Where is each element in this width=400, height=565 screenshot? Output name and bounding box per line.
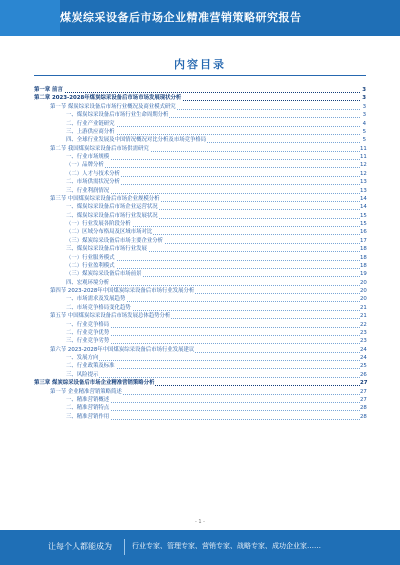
- toc-entry-title: 一、煤炭综采设备后市场行业生命周期分析: [66, 112, 169, 119]
- toc-entry-title: 第一节 煤炭综采设备后市场行业概况及商业模式研究: [50, 103, 176, 110]
- toc-entry-page: 20: [360, 288, 367, 294]
- report-title: 煤炭综采设备后市场企业精准营销策略研究报告: [60, 11, 302, 24]
- toc-entry-title: 第二节 我国煤炭综采设备后市场供需研究: [50, 145, 149, 152]
- footer-tagline: 行业专家、管理专家、营销专家、战略专家、成功企业家……: [132, 542, 321, 550]
- toc-entry-page: 16: [360, 229, 367, 236]
- toc-entry[interactable]: [34, 337, 366, 345]
- toc-heading: 内容目录: [174, 58, 226, 71]
- toc-entry[interactable]: [34, 413, 366, 421]
- toc-entry-page: 18: [360, 262, 367, 269]
- toc-entry-title: 二、煤炭综采设备后市场行业发展状况: [66, 212, 158, 219]
- toc-entry-title: 二、精准营销特点: [66, 405, 110, 412]
- toc-leader-dots: [66, 359, 360, 361]
- toc-entry[interactable]: [34, 170, 366, 178]
- toc-entry-page: 3: [360, 111, 366, 119]
- toc-entry-page: 24: [360, 355, 367, 361]
- toc-leader-dots: [34, 91, 360, 93]
- toc-entry-page: 18: [360, 246, 367, 253]
- toc-entry[interactable]: [34, 388, 366, 396]
- toc-entry[interactable]: [34, 321, 366, 329]
- toc-entry[interactable]: [34, 195, 366, 203]
- toc-entry-page: 27: [360, 396, 367, 403]
- toc-entry-title: 二、行业政策及标准: [66, 363, 115, 370]
- toc-entry[interactable]: [34, 94, 366, 102]
- toc-entry-title: （三）煤炭综采设备后市场前景: [66, 271, 142, 278]
- toc-entry-page: 19: [360, 271, 367, 278]
- toc-entry-page: 21: [360, 313, 367, 320]
- toc-entry[interactable]: [34, 220, 366, 228]
- toc-entry-title: 第三章 煤炭综采设备后市场企业精准营销策略分析: [34, 380, 155, 387]
- toc-entry-title: 四、全球行业发展及中国情况概况对比分析及市场竞争格局: [66, 137, 207, 144]
- toc-entry-page: 3: [360, 86, 366, 94]
- toc-entry[interactable]: [34, 354, 366, 362]
- toc-entry-title: 三、上游供应商分析: [66, 128, 115, 135]
- toc-entry[interactable]: [34, 379, 366, 387]
- toc-entry[interactable]: [34, 161, 366, 169]
- toc-entry[interactable]: [34, 136, 366, 144]
- toc-entry-page: 18: [360, 254, 367, 261]
- toc-entry-title: 三、行业竞争劣势: [66, 338, 110, 345]
- footer-separator: [124, 539, 125, 555]
- toc-entry[interactable]: [34, 270, 366, 278]
- toc-entry[interactable]: [34, 295, 366, 303]
- toc-entry-title: 一、发展方向: [66, 355, 99, 361]
- toc-entry-page: 12: [360, 162, 367, 169]
- toc-entry[interactable]: [34, 103, 366, 111]
- toc-entry-page: 14: [360, 204, 367, 211]
- toc-entry-page: 25: [360, 363, 367, 370]
- toc-entry-title: 二、市场竞争格局变化趋势: [66, 304, 131, 311]
- toc-entry[interactable]: [34, 245, 366, 253]
- toc-entry[interactable]: [34, 371, 366, 379]
- toc-entry-page: 27: [360, 380, 368, 387]
- toc-entry-title: （一）行业服务模式: [66, 254, 115, 261]
- toc-entry-page: 23: [360, 338, 367, 345]
- toc-entry-title: 第六节 2023-2028年中国煤炭综采设备后市场行业发展建议: [50, 346, 195, 353]
- toc-entry[interactable]: [34, 212, 366, 220]
- table-of-contents: [34, 86, 366, 421]
- toc-entry[interactable]: [34, 287, 366, 295]
- header-stripe: [0, 0, 60, 36]
- toc-entry[interactable]: [34, 329, 366, 337]
- toc-entry-page: 11: [360, 154, 367, 160]
- toc-entry-page: 27: [360, 388, 367, 395]
- toc-entry-page: 3: [360, 94, 366, 102]
- toc-entry-page: 24: [360, 346, 367, 353]
- toc-entry-page: 15: [360, 212, 367, 219]
- toc-entry[interactable]: [34, 404, 366, 412]
- toc-entry-page: 28: [360, 405, 367, 412]
- toc-entry-title: 四、宏观环境分析: [66, 279, 110, 286]
- toc-entry-page: 5: [360, 128, 366, 136]
- toc-entry-title: 第三节 中国煤炭综采设备后市场企业规模分析: [50, 195, 160, 202]
- toc-entry-page: 17: [360, 237, 367, 244]
- toc-entry-title: 一、煤炭综采设备后市场企业运营状况: [66, 204, 158, 211]
- toc-entry-page: 26: [360, 371, 367, 378]
- toc-entry-page: 14: [360, 195, 367, 202]
- toc-entry-title: 一、行业竞争格局: [66, 321, 110, 328]
- toc-entry[interactable]: [34, 228, 366, 236]
- toc-entry-title: 三、风险提示: [66, 371, 99, 378]
- toc-entry-title: （二）行业盈利模式: [66, 262, 115, 269]
- toc-entry-page: 15: [360, 221, 367, 227]
- toc-entry[interactable]: [34, 346, 366, 354]
- toc-entry-page: 20: [360, 296, 367, 303]
- toc-entry-page: 21: [360, 304, 367, 311]
- toc-entry[interactable]: [34, 312, 366, 320]
- toc-entry[interactable]: [34, 111, 366, 119]
- toc-entry-title: 第四节 2023-2028年中国煤炭综采设备后市场行业发展分析: [50, 288, 195, 294]
- toc-entry-page: 28: [360, 413, 367, 420]
- toc-entry-title: 一、市场需求及发展趋势: [66, 296, 126, 303]
- toc-entry-title: 三、行业利润情况: [66, 187, 110, 194]
- toc-entry-page: 13: [360, 179, 367, 186]
- toc-entry[interactable]: [34, 128, 366, 136]
- toc-entry-page: 23: [360, 329, 367, 336]
- toc-entry-title: 二、行业产业链研究: [66, 120, 115, 127]
- toc-entry-page: 20: [360, 279, 367, 286]
- toc-entry-title: 第五节 中国煤炭综采设备后市场发展总体趋势分析: [50, 313, 171, 320]
- toc-entry[interactable]: [34, 86, 366, 94]
- toc-entry[interactable]: [34, 120, 366, 128]
- toc-entry-page: 5: [360, 136, 366, 144]
- toc-entry-page: 11: [360, 145, 367, 152]
- toc-entry[interactable]: [34, 304, 366, 312]
- toc-entry-page: 13: [360, 187, 367, 194]
- footer-slogan: 让每个人都能成为: [48, 542, 112, 551]
- toc-entry[interactable]: [34, 187, 366, 195]
- page-number: - 1 -: [195, 519, 205, 525]
- toc-entry[interactable]: [34, 396, 366, 404]
- toc-divider: [34, 75, 366, 76]
- toc-entry-page: 4: [360, 120, 366, 128]
- toc-entry-page: 3: [360, 103, 366, 111]
- toc-leader-dots: [66, 166, 360, 168]
- toc-entry-title: 二、市场供需状况分析: [66, 179, 120, 186]
- toc-entry-title: （三）煤炭综采设备后市场主要企业分析: [66, 237, 164, 244]
- toc-entry-title: 一、精准营销概述: [66, 396, 110, 403]
- toc-entry-title: 二、行业竞争优势: [66, 329, 110, 336]
- toc-entry-title: （二）区域分布格局及区域市场对比: [66, 229, 153, 236]
- toc-entry[interactable]: [34, 145, 366, 153]
- toc-entry-title: 第一章 前言: [34, 87, 63, 93]
- toc-entry[interactable]: [34, 178, 366, 186]
- toc-entry-title: 三、精准营销作用: [66, 413, 110, 420]
- toc-entry[interactable]: [34, 279, 366, 287]
- toc-entry-title: （二）人才与技术分析: [66, 170, 120, 177]
- toc-entry-title: 一、行业市场规模: [66, 154, 110, 160]
- toc-entry[interactable]: [34, 237, 366, 245]
- toc-leader-dots: [66, 376, 360, 378]
- toc-entry[interactable]: [34, 362, 366, 370]
- toc-entry-title: 第一节 企业精准营销策略简述: [50, 388, 122, 395]
- toc-entry-title: 三、煤炭综采设备后市场行业发展: [66, 246, 147, 253]
- toc-entry[interactable]: [34, 262, 366, 270]
- toc-entry-page: 22: [360, 321, 367, 328]
- toc-entry-title: （一）品牌分析: [66, 162, 104, 169]
- toc-entry[interactable]: [34, 203, 366, 211]
- toc-entry-page: 12: [360, 170, 367, 177]
- toc-entry-title: 第二章 2023-2028年煤炭综采设备后市场市场发展现状分析: [34, 95, 182, 102]
- toc-entry[interactable]: [34, 254, 366, 262]
- page-footer: [0, 530, 400, 565]
- report-header: [0, 0, 400, 36]
- toc-entry-title: （一）行业发展各阶段分析: [66, 221, 131, 227]
- toc-entry[interactable]: [34, 153, 366, 161]
